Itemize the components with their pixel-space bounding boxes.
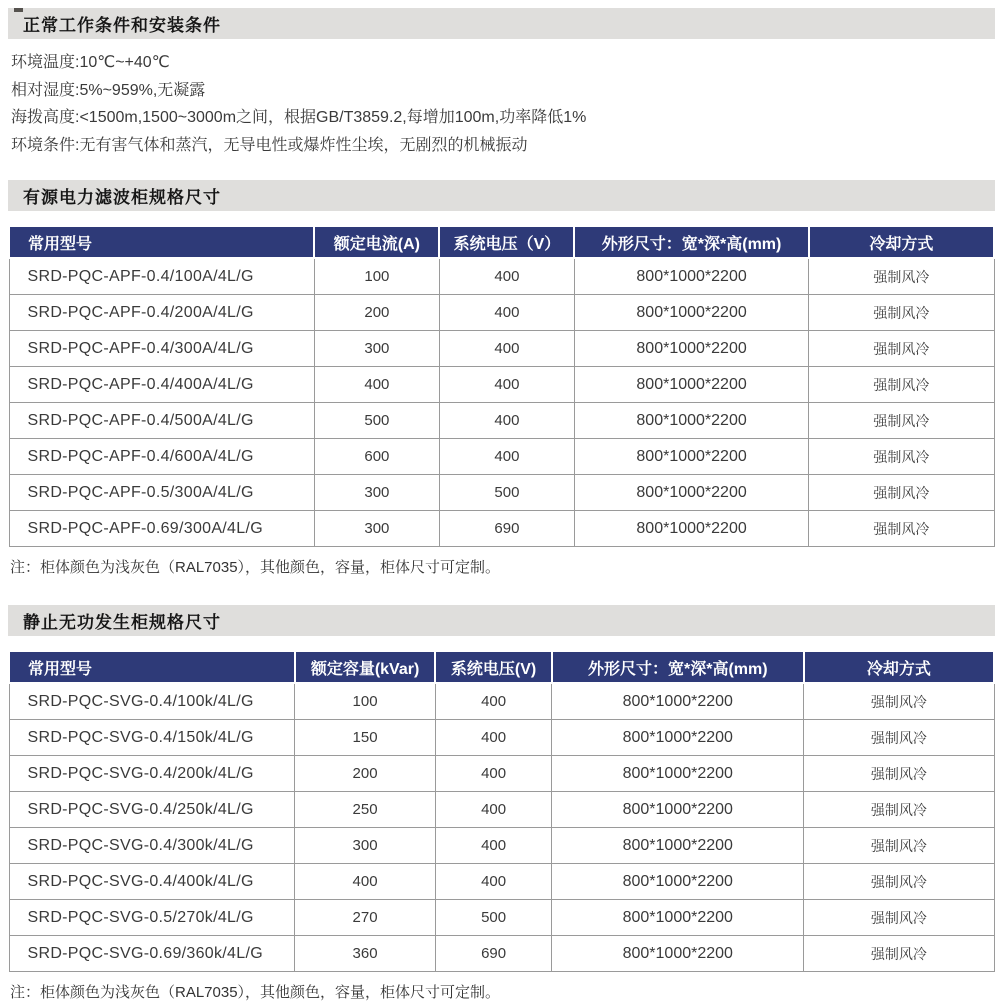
table-cell: SRD-PQC-APF-0.4/400A/4L/G [9,367,314,403]
table-row [9,864,994,900]
table-cell: 690 [439,511,574,547]
column-header-system-voltage: 系统电压(V) [435,651,551,683]
condition-line-altitude: 海拨高度:<1500m,1500~3000m之间，根据GB/T3859.2,每增加100m,功率降低1% [11,109,587,126]
table-cell: 800*1000*2200 [574,331,808,367]
table-cell: SRD-PQC-APF-0.4/200A/4L/G [9,295,314,331]
table-cell: 500 [435,900,551,936]
table-cell: 400 [435,683,551,720]
table-cell: 强制风冷 [809,403,994,439]
table-cell: SRD-PQC-SVG-0.4/250k/4L/G [9,792,295,828]
table-cell: 400 [439,331,574,367]
table-cell: 400 [439,295,574,331]
table-row [9,258,994,295]
table-cell: 800*1000*2200 [574,403,808,439]
table-cell: 800*1000*2200 [552,756,804,792]
column-header-rated-current: 额定电流(A) [314,226,439,258]
column-header-rated-capacity: 额定容量(kVar) [295,651,436,683]
table-cell: SRD-PQC-APF-0.5/300A/4L/G [9,475,314,511]
table-row [9,792,994,828]
table-cell: 690 [435,936,551,972]
table-cell: SRD-PQC-APF-0.4/100A/4L/G [9,258,314,295]
column-header-cooling: 冷却方式 [809,226,994,258]
table-cell: SRD-PQC-SVG-0.4/400k/4L/G [9,864,295,900]
table-cell: 800*1000*2200 [574,475,808,511]
svg-spec-table [8,650,995,972]
table-cell: 400 [439,403,574,439]
section-title-svg-specs [8,605,995,636]
conditions-list [11,49,995,159]
table-row [9,403,994,439]
table-cell: 250 [295,792,436,828]
table-cell: 强制风冷 [804,683,994,720]
table-cell: 强制风冷 [804,900,994,936]
table-cell: 400 [435,864,551,900]
apf-table-header [9,226,994,258]
table-cell: 400 [439,258,574,295]
table-cell: 800*1000*2200 [552,864,804,900]
section-title-text: 正常工作条件和安装条件 [23,16,221,35]
table-cell: SRD-PQC-SVG-0.4/300k/4L/G [9,828,295,864]
table-header-row [9,651,994,683]
table-cell: SRD-PQC-SVG-0.4/200k/4L/G [9,756,295,792]
svg-table-body [9,683,994,972]
table-cell: 200 [314,295,439,331]
table-cell: 800*1000*2200 [552,720,804,756]
table-cell: 400 [435,828,551,864]
svg-table-note: 注：柜体颜色为浅灰色（RAL7035），其他颜色，容量，柜体尺寸可定制。 [10,984,501,1001]
column-header-dimensions: 外形尺寸：宽*深*高(mm) [552,651,804,683]
column-header-cooling: 冷却方式 [804,651,994,683]
column-header-model: 常用型号 [9,226,314,258]
table-cell: SRD-PQC-APF-0.4/500A/4L/G [9,403,314,439]
section-title-text: 静止无功发生柜规格尺寸 [23,613,221,632]
section-title-apf-specs [8,180,995,211]
table-cell: 300 [314,475,439,511]
table-cell: SRD-PQC-APF-0.4/300A/4L/G [9,331,314,367]
table-cell: SRD-PQC-SVG-0.69/360k/4L/G [9,936,295,972]
document-page [0,8,1000,1002]
table-cell: 强制风冷 [809,511,994,547]
table-cell: 360 [295,936,436,972]
table-cell: 强制风冷 [804,828,994,864]
svg-table-header [9,651,994,683]
table-cell: 800*1000*2200 [574,295,808,331]
page-corner-mark [14,8,23,12]
table-cell: 强制风冷 [809,331,994,367]
table-row [9,936,994,972]
condition-line-temperature: 环境温度:10℃~+40℃ [11,54,170,71]
table-cell: 400 [435,792,551,828]
table-cell: 200 [295,756,436,792]
table-cell: 100 [295,683,436,720]
table-cell: 800*1000*2200 [574,511,808,547]
table-cell: 500 [439,475,574,511]
table-row [9,756,994,792]
table-cell: SRD-PQC-SVG-0.4/100k/4L/G [9,683,295,720]
table-cell: 800*1000*2200 [574,439,808,475]
column-header-dimensions: 外形尺寸：宽*深*高(mm) [574,226,808,258]
table-cell: 800*1000*2200 [574,258,808,295]
table-cell: 300 [314,331,439,367]
table-cell: 300 [314,511,439,547]
table-cell: 400 [295,864,436,900]
table-cell: SRD-PQC-APF-0.69/300A/4L/G [9,511,314,547]
table-cell: 400 [439,439,574,475]
table-cell: 强制风冷 [809,295,994,331]
table-cell: SRD-PQC-SVG-0.5/270k/4L/G [9,900,295,936]
column-header-system-voltage: 系统电压（V） [439,226,574,258]
table-header-row [9,226,994,258]
table-cell: 150 [295,720,436,756]
table-row [9,295,994,331]
column-header-model: 常用型号 [9,651,295,683]
table-row [9,331,994,367]
table-cell: 400 [435,720,551,756]
table-cell: 强制风冷 [804,720,994,756]
apf-table-body [9,258,994,547]
table-cell: 500 [314,403,439,439]
table-cell: 800*1000*2200 [552,936,804,972]
table-row [9,683,994,720]
table-row [9,900,994,936]
table-row [9,439,994,475]
apf-spec-table [8,225,995,547]
table-cell: 强制风冷 [804,936,994,972]
table-cell: 800*1000*2200 [552,828,804,864]
table-cell: 800*1000*2200 [552,900,804,936]
table-cell: 强制风冷 [804,864,994,900]
table-row [9,720,994,756]
section-title-working-conditions [8,8,995,39]
table-cell: 400 [435,756,551,792]
table-cell: 600 [314,439,439,475]
table-row [9,475,994,511]
table-row [9,511,994,547]
table-cell: 300 [295,828,436,864]
table-cell: 270 [295,900,436,936]
table-cell: 强制风冷 [809,258,994,295]
table-cell: 800*1000*2200 [574,367,808,403]
table-cell: SRD-PQC-SVG-0.4/150k/4L/G [9,720,295,756]
condition-line-environment: 环境条件:无有害气体和蒸汽，无导电性或爆炸性尘埃，无剧烈的机械振动 [11,136,528,154]
table-cell: 100 [314,258,439,295]
apf-table-note: 注：柜体颜色为浅灰色（RAL7035），其他颜色，容量，柜体尺寸可定制。 [10,559,501,576]
condition-line-humidity: 相对湿度:5%~959%,无凝露 [11,81,206,99]
table-row [9,828,994,864]
section-title-text: 有源电力滤波柜规格尺寸 [23,188,221,207]
table-cell: 强制风冷 [809,367,994,403]
table-row [9,367,994,403]
table-cell: 800*1000*2200 [552,792,804,828]
table-cell: 400 [314,367,439,403]
table-cell: 强制风冷 [804,756,994,792]
table-cell: 强制风冷 [809,475,994,511]
table-cell: 强制风冷 [804,792,994,828]
table-cell: SRD-PQC-APF-0.4/600A/4L/G [9,439,314,475]
table-cell: 800*1000*2200 [552,683,804,720]
table-cell: 强制风冷 [809,439,994,475]
table-cell: 400 [439,367,574,403]
